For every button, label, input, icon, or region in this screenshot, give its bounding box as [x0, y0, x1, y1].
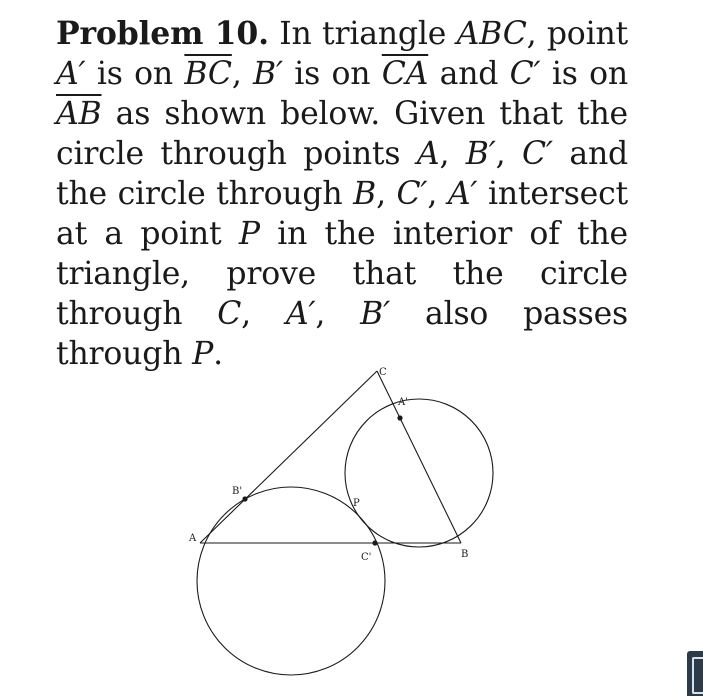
text-segment: In triangle: [268, 16, 457, 52]
math-a-prime: A′: [285, 296, 316, 332]
text-segment: ,: [495, 136, 522, 172]
text-segment: as shown below. Given that the circle through points: [56, 96, 628, 172]
text-segment: .: [213, 336, 223, 372]
math-a-prime: A′: [56, 56, 86, 92]
label-a: A: [189, 533, 197, 544]
text-segment: ,: [315, 296, 361, 332]
text-segment: ,: [439, 136, 466, 172]
text-segment: and: [428, 56, 510, 92]
text-segment: is on: [282, 56, 382, 92]
text-segment: and the circle through: [56, 136, 628, 212]
math-segment-ca: $\overline{CA}$: [381, 56, 429, 92]
label-a-prime: A': [398, 397, 408, 408]
text-segment: , point: [526, 16, 628, 52]
point-b-prime: [242, 496, 247, 501]
text-segment: intersect at a point: [56, 176, 628, 252]
math-segment-bc: $\overline{BC}$: [184, 56, 232, 92]
text-segment: ,: [376, 176, 397, 212]
text-segment: is on: [540, 56, 628, 92]
math-p: P: [192, 336, 214, 372]
point-a-prime: [397, 415, 402, 420]
math-b-prime: B′: [360, 296, 391, 332]
math-c-prime: C′: [522, 136, 553, 172]
math-b: B: [353, 176, 377, 212]
math-segment-ab: $\overline{AB}$: [56, 96, 102, 132]
text-segment: also passes through: [56, 296, 628, 372]
label-b: B: [461, 549, 469, 560]
side-ac: [200, 371, 377, 543]
point-c-prime: [372, 540, 377, 545]
corner-widget[interactable]: [687, 651, 703, 696]
text-segment: in the interior of the triangle, prove that the circle through: [56, 216, 628, 332]
problem-label: Problem 10.: [56, 15, 269, 52]
label-c: C: [379, 367, 387, 378]
label-p: P: [353, 498, 360, 509]
math-c: C: [217, 296, 242, 332]
math-c-prime: C′: [509, 56, 541, 92]
math-c-prime: C′: [396, 176, 428, 212]
text-segment: ,: [231, 56, 254, 92]
text-segment: ,: [241, 296, 286, 332]
math-p: P: [238, 216, 260, 252]
math-a: A: [416, 136, 440, 172]
circle-ab-prime-c-prime: [197, 487, 385, 675]
math-abc: ABC: [456, 16, 527, 52]
side-bc: [377, 371, 461, 543]
math-b-prime: B′: [465, 136, 496, 172]
widget-icon: [692, 657, 703, 694]
label-b-prime: B': [232, 486, 243, 497]
math-b-prime: B′: [253, 56, 283, 92]
label-c-prime: C': [361, 552, 372, 563]
text-segment: ,: [427, 176, 448, 212]
math-a-prime: A′: [447, 176, 478, 212]
text-segment: is on: [85, 56, 185, 92]
circle-bc-prime-a-prime: [345, 399, 493, 547]
